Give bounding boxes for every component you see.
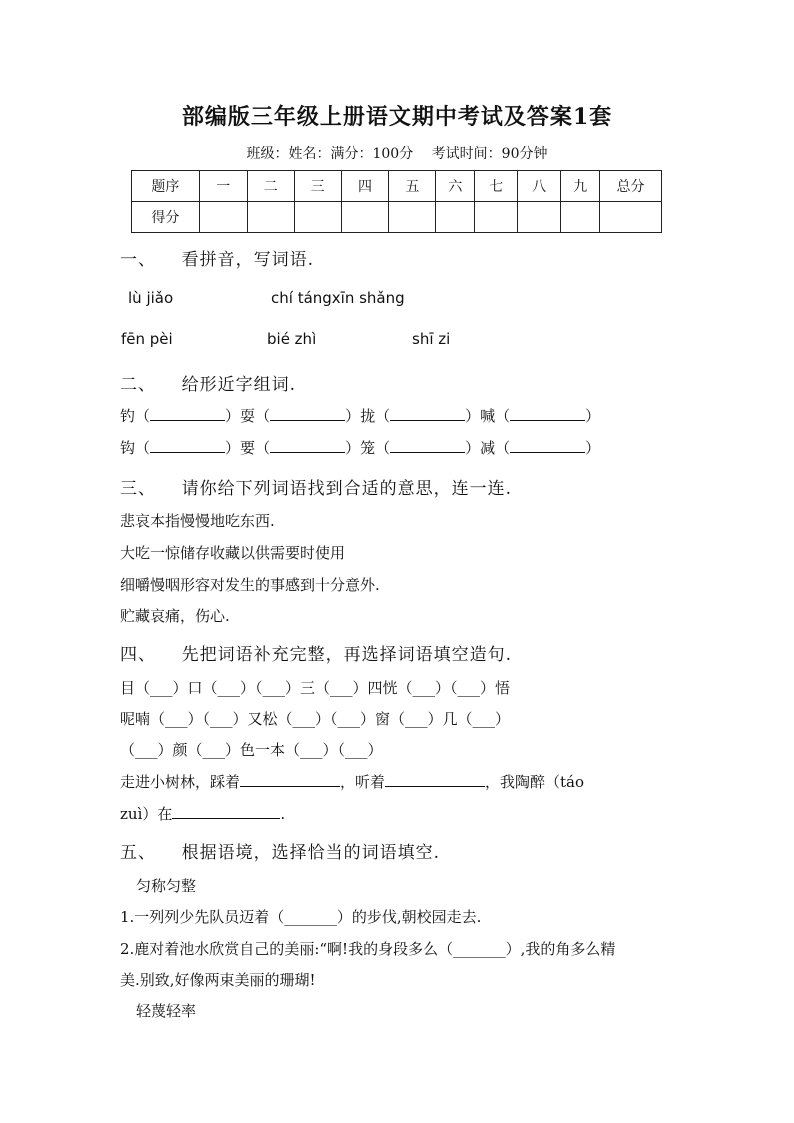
score-cell[interactable] bbox=[389, 202, 436, 233]
score-cell[interactable] bbox=[518, 202, 561, 233]
question-2: 2.鹿对着池水欣赏自己的美丽:“啊!我的身段多么（_______）,我的角多么精 bbox=[120, 940, 616, 958]
section-4-heading bbox=[120, 640, 512, 665]
answer-blank[interactable] bbox=[150, 440, 225, 453]
header-cell: 八 bbox=[518, 171, 561, 202]
header-cell: 九 bbox=[561, 171, 600, 202]
header-cell: 总分 bbox=[600, 171, 662, 202]
idiom-line: （___）颜（___）色一本（___）（___） bbox=[120, 741, 383, 759]
word-group-row-1: 钓（ ）耍（ ）拢（ ）喊（ ） bbox=[120, 407, 601, 425]
answer-blank[interactable] bbox=[150, 408, 225, 421]
section-number: 一、 bbox=[120, 250, 156, 270]
score-cell[interactable] bbox=[247, 202, 294, 233]
sentence-line-1 bbox=[120, 771, 584, 792]
section-title: 给形近字组词. bbox=[181, 375, 297, 395]
section-title: 根据语境，选择恰当的词语填空. bbox=[181, 843, 441, 863]
section-1-heading bbox=[120, 245, 314, 270]
header-cell: 二 bbox=[247, 171, 294, 202]
sentence-text: zuì）在 bbox=[120, 805, 173, 823]
section-number: 五、 bbox=[120, 843, 156, 863]
score-table-header-row bbox=[132, 171, 662, 202]
pinyin-item: lù jiǎo bbox=[128, 289, 174, 307]
matching-line: 大吃一惊储存收藏以供需要时使用 bbox=[120, 544, 346, 562]
score-cell[interactable] bbox=[436, 202, 475, 233]
header-cell: 五 bbox=[389, 171, 436, 202]
matching-line: 悲哀本指慢慢地吃东西. bbox=[120, 512, 275, 530]
sentence-text: . bbox=[280, 805, 286, 823]
score-table bbox=[131, 170, 662, 233]
section-title: 请你给下列词语找到合适的意思，连一连. bbox=[181, 479, 513, 499]
answer-blank[interactable] bbox=[385, 774, 485, 787]
char: 笼 bbox=[360, 439, 376, 457]
exam-time-label: 考试时间：90分钟 bbox=[431, 146, 548, 162]
char: 钩 bbox=[120, 439, 136, 457]
header-cell: 一 bbox=[199, 171, 247, 202]
section-2-heading bbox=[120, 370, 296, 395]
matching-line: 细嚼慢咽形容对发生的事感到十分意外. bbox=[120, 576, 380, 594]
answer-blank[interactable] bbox=[510, 440, 585, 453]
word-group-row-2: 钩（ ）要（ ）笼（ ）减（ ） bbox=[120, 439, 601, 457]
pinyin-item: bié zhì bbox=[267, 330, 317, 348]
score-cell[interactable] bbox=[475, 202, 518, 233]
answer-blank[interactable] bbox=[240, 774, 340, 787]
sentence-text: ，我陶醉（táo bbox=[485, 773, 585, 791]
sentence-text: 走进小树林，踩着 bbox=[120, 773, 241, 791]
header-cell: 四 bbox=[341, 171, 389, 202]
question-1: 1.一列列少先队员迈着（_______）的步伐,朝校园走去. bbox=[120, 908, 482, 926]
answer-blank[interactable] bbox=[510, 408, 585, 421]
char: 钓 bbox=[120, 407, 136, 425]
answer-blank[interactable] bbox=[270, 408, 345, 421]
char: 要 bbox=[240, 439, 256, 457]
section-5-heading bbox=[120, 838, 440, 863]
score-table-score-row bbox=[132, 202, 662, 233]
char: 喊 bbox=[480, 407, 496, 425]
answer-blank[interactable] bbox=[390, 408, 465, 421]
sentence-text: ，听着 bbox=[340, 773, 386, 791]
section-number: 三、 bbox=[120, 479, 156, 499]
char: 拢 bbox=[360, 407, 376, 425]
row-label: 得分 bbox=[132, 202, 200, 233]
word-choices: 轻蔑轻率 bbox=[136, 1002, 197, 1020]
pinyin-item: fēn pèi bbox=[121, 330, 173, 348]
section-title: 先把词语补充完整，再选择词语填空造句. bbox=[181, 645, 513, 665]
score-cell[interactable] bbox=[600, 202, 662, 233]
idiom-line: 目（___）口（___）（___）三（___）四恍（___）（___）悟 bbox=[120, 679, 511, 697]
header-cell: 七 bbox=[475, 171, 518, 202]
score-cell[interactable] bbox=[561, 202, 600, 233]
sentence-line-2 bbox=[120, 803, 285, 824]
word-choices: 匀称匀整 bbox=[136, 877, 197, 895]
header-cell: 三 bbox=[294, 171, 341, 202]
idiom-line: 呢喃（___）（___）又松（___）（___）窗（___）几（___） bbox=[120, 710, 511, 728]
section-number: 四、 bbox=[120, 645, 156, 665]
header-cell: 题序 bbox=[132, 171, 200, 202]
pinyin-item: chí tángxīn shǎng bbox=[271, 289, 405, 307]
char: 减 bbox=[480, 439, 496, 457]
score-cell[interactable] bbox=[341, 202, 389, 233]
header-cell: 六 bbox=[436, 171, 475, 202]
exam-info bbox=[0, 143, 794, 163]
char: 耍 bbox=[240, 407, 256, 425]
answer-blank[interactable] bbox=[172, 806, 280, 819]
score-cell[interactable] bbox=[199, 202, 247, 233]
answer-blank[interactable] bbox=[270, 440, 345, 453]
score-cell[interactable] bbox=[294, 202, 341, 233]
page-title: 部编版三年级上册语文期中考试及答案1套 bbox=[181, 104, 613, 130]
section-title: 看拼音，写词语. bbox=[181, 250, 315, 270]
pinyin-item: shī zi bbox=[412, 330, 451, 348]
answer-blank[interactable] bbox=[390, 440, 465, 453]
matching-line: 贮藏哀痛，伤心. bbox=[120, 607, 230, 625]
section-3-heading bbox=[120, 474, 512, 499]
question-2-continued: 美.别致,好像两束美丽的珊瑚! bbox=[120, 971, 316, 989]
class-name-score-label: 班级：姓名：满分：100分 bbox=[246, 146, 414, 162]
section-number: 二、 bbox=[120, 375, 156, 395]
